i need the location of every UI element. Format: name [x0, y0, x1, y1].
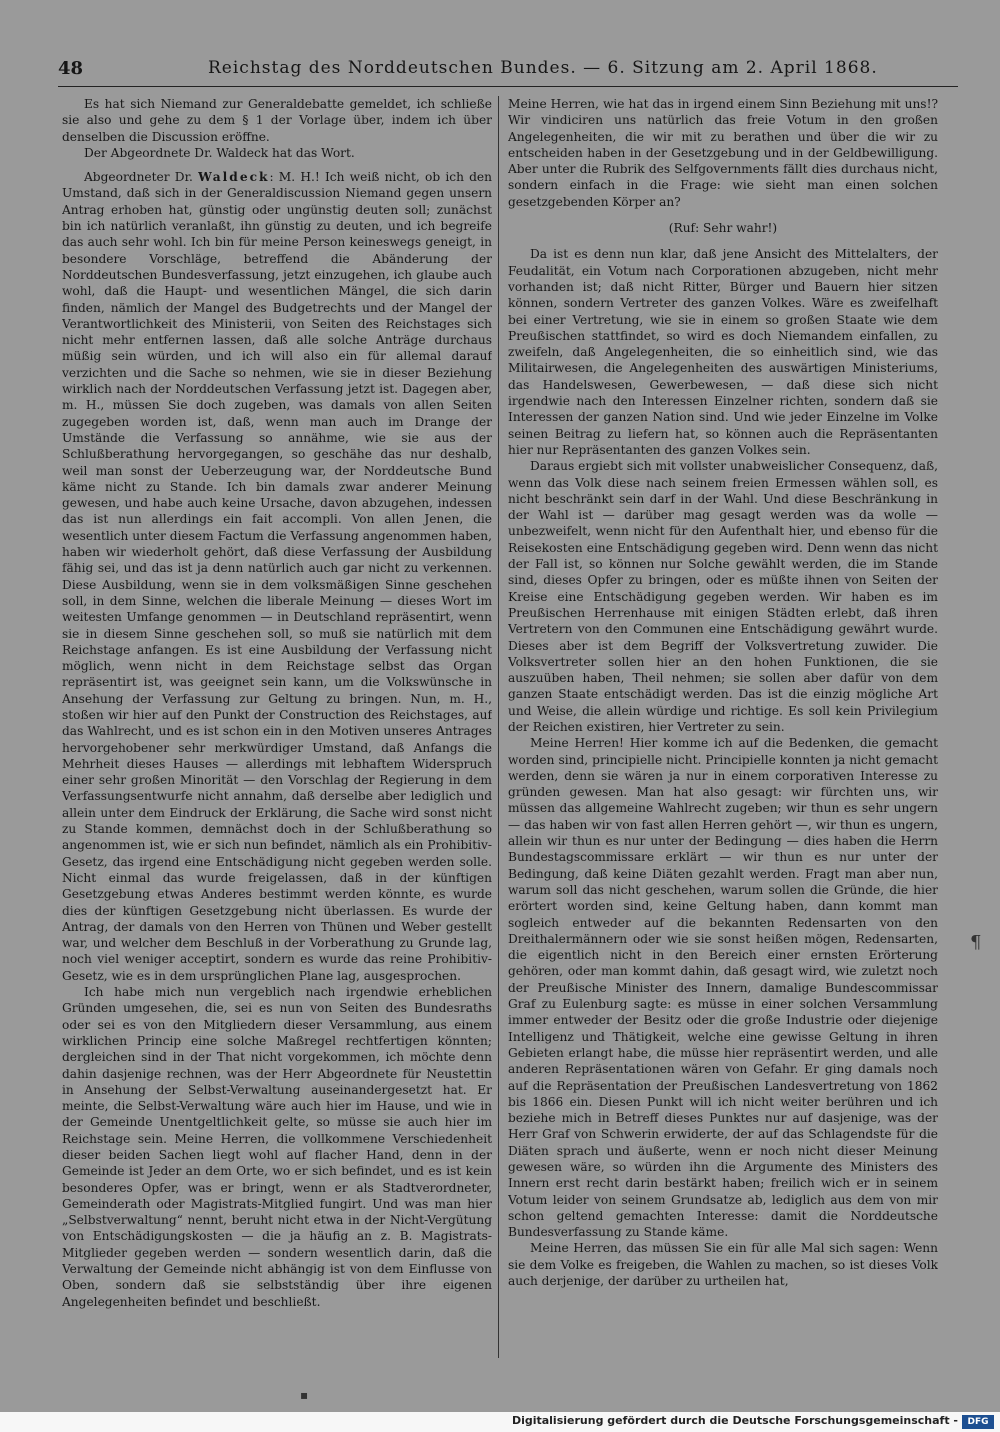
funding-note: Digitalisierung gefördert durch die Deutsche Forschungsgemeinschaft -	[511, 1414, 958, 1427]
paragraph: Meine Herren, das müssen Sie ein für alle Mal sich sagen: Wenn sie dem Volke es freigeben, die Wahlen zu machen, so ist dieses Volk auch derjenige, der darüber zu urtheilen hat,	[508, 1241, 938, 1289]
paragraph: Meine Herren, wie hat das in irgend einem Sinn Beziehung mit uns!? Wir vindiciren uns natürlich das freie Votum in den großen Angelegenheiten, die wir mit zu berathen und über die wir zu entscheiden haben in der Gesetzgebung und in der Geldbewilligung. Aber unter die Rubrik des Selfgovernments fällt dies durchaus nicht, sondern einfach in die Frage: wie sieht man einen solchen gesetzgebenden Körper an?	[508, 97, 938, 209]
speaker-name: Waldeck	[198, 170, 270, 185]
paragraph: Es hat sich Niemand zur Generaldebatte gemeldet, ich schließe sie also und gehe zu dem § 1 der Vorlage über, indem ich über denselben die Discussion eröffne.	[62, 97, 492, 144]
paragraph: Daraus ergiebt sich mit vollster unabweislicher Consequenz, daß, wenn das Volk diese nach seinem freien Ermessen wählen soll, es nicht beschränkt sein darf in der Wahl. Und diese Beschränkung in der Wahl ist — darüber mag gesagt werden was da wolle — unbezweifelt, wenn nicht für den Aufenthalt hier, und ebenso für die Reisekosten eine Entschädigung gegeben wird. Denn wenn das nicht der Fall ist, so können nur Solche gewählt werden, die im Stande sind, dieses Opfer zu bringen, oder es müßte ihnen von Seiten der Kreise eine Entschädigung gegeben werden. Wir haben es im Preußischen Herrenhause mit einigen Städten erlebt, daß ihren Vertretern von den Communen eine Entschädigung gewährt wurde. Dieses aber ist dem Begriff der Volksvertretung zuwider. Die Volksvertreter sollen hier an den hohen Funktionen, die sie auszuüben haben, Theil nehmen; sie sollen aber dafür von dem ganzen Staate entschädigt werden. Das ist die einzig mögliche Art und Weise, die allein würdige und richtige. Es soll kein Privilegium der Reichen existiren, hier Vertreter zu sein.	[508, 459, 938, 734]
speech-paragraph	[62, 169, 492, 984]
paragraph: Meine Herren! Hier komme ich auf die Bedenken, die gemacht worden sind, principielle nicht. Principielle konnten ja nicht gemacht werden, denn sie wären ja nur in einem corporativen Interesse zu gründen gewesen. Man hat also gesagt: wir fürchten uns, wir müssen das allgemeine Wahlrecht zugeben; wir thun es sehr ungern — das haben wir von fast allen Herren gehört —, wir thun es ungern, allein wir thun es nur unter der Bedingung — dies haben die Herrn Bundestagscommissare erklärt — wir thun es nur unter der Bedingung, daß keine Diäten gezahlt werden. Fragt man aber nun, warum soll das nicht geschehen, warum sollen die Gründe, die hier erörtert worden sind, keine Geltung haben, dann kommt man sogleich entweder auf die bekannten Redensarten von den Dreithalermännern oder wie sie sonst heißen mögen, Redensarten, die eigentlich nicht in den Bereich einer ernsten Erörterung gehören, oder man kommt dahin, daß gesagt wird, wie zuletzt noch der Preußische Minister des Innern, damalige Bundescommissar Graf zu Eulenburg sagte: es müsse in einer solchen Versammlung immer entweder der Besitz oder die große Industrie oder diejenige Intelligenz und Thätigkeit, welche eine gewisse Geltung in ihren Gebieten erlangt habe, die müsse hier repräsentirt werden, und alle anderen Repräsentationen wären von Gefahr. Er ging damals noch auf die Repräsentation der Preußischen Landesvertretung von 1862 bis 1866 ein. Diesen Punkt will ich nicht weiter berühren und ich beziehe mich in Betreff dieses Punktes nur auf dasjenige, was der Herr Graf von Schwerin erwiderte, der auf das Schlagendste für die Diäten sprach und äußerte, wenn er noch nicht dieser Meinung gewesen wäre, so würden ihn die Argumente des Ministers des Innern erst recht darin bestärkt haben; freilich wich er in seinem Votum leider von seinem Grundsatze ab, lediglich aus dem von mir schon geltend gemachten Interesse: damit die Norddeutsche Bundesverfassung zu Stande käme.	[508, 736, 938, 1240]
margin-mark: ¶	[970, 932, 982, 953]
interjection: (Ruf: Sehr wahr!)	[668, 221, 778, 236]
column-divider	[498, 96, 499, 1358]
page-header	[58, 58, 958, 87]
right-column	[508, 96, 938, 1361]
paragraph: Der Abgeordnete Dr. Waldeck hat das Wort.	[84, 145, 355, 160]
dfg-logo: DFG	[962, 1415, 994, 1429]
speaker-intro: Abgeordneter Dr.	[84, 170, 193, 185]
running-head: Reichstag des Norddeutschen Bundes. — 6. Sitzung am 2. April 1868.	[208, 58, 878, 78]
footer-bar	[0, 1412, 1000, 1432]
paragraph: Ich habe mich nun vergeblich nach irgendwie erheblichen Gründen umgesehen, die, sei es nun von Seiten des Bundesraths oder sei es von den Mitgliedern dieser Versammlung, aus einem wirklichen Princip eine solche Maßregel rechtfertigen könnten; dergleichen sind in der That nicht vorgekommen, ich möchte denn dahin dasjenige rechnen, was der Herr Abgeordnete für Neustettin in Ansehung der Selbst-Verwaltung auseinandergesetzt hat. Er meinte, die Selbst-Verwaltung wäre auch hier im Hause, und wie in der Gemeinde Unentgeltlichkeit gelte, so müsse sie auch hier im Reichstage sein. Meine Herren, die vollkommene Verschiedenheit dieser beiden Sachen liegt wohl auf flacher Hand, denn in der Gemeinde ist Jeder an dem Orte, wo er sich befindet, und es ist kein besonderes Opfer, was er bringt, wenn er als Stadtverordneter, Gemeinderath oder Magistrats-Mitglied fungirt. Und was man hier „Selbstverwaltung“ nennt, beruht nicht etwa in der Nicht-Vergütung von Entschädigungskosten — die ja häufig an z. B. Magistrats-Mitglieder gegeben werden — sondern wesentlich darin, daß die Verwaltung der Gemeinde nicht abhängig ist von dem Einflusse von Oben, sondern daß sie selbstständig über ihre eigenen Angelegenheiten befindet und beschließt.	[62, 985, 492, 1309]
page-number: 48	[58, 58, 84, 79]
speech-text: : M. H.! Ich weiß nicht, ob ich den Umstand, daß sich in der Generaldiscussion Niemand gegen unsern Antrag erhoben hat, günstig oder ungünstig deuten soll; zunächst bin ich natürlich veranlaßt, ihn günstig zu deuten, und ich begreife das auch sehr wohl. Ich bin für meine Person keineswegs geneigt, in besondere Vorschläge, betreffend die Abänderung der Norddeutschen Bundesverfassung, jetzt einzugehen, ich glaube auch wohl, daß die Haupt- und wesentlichen Mängel, die sich darin finden, nämlich der Mangel des Budgetrechts und der Mangel der Verantwortlichkeit des Ministerii, von Seiten des Reichstages sich nicht mehr entfernen lassen, daß alle solche Anträge durchaus müßig sein würden, und ich will also ein für allemal darauf verzichten und die Sache so nehmen, wie sie in dieser Beziehung wirklich nach der Norddeutschen Verfassung jetzt ist. Dagegen aber, m. H., müssen Sie doch zugeben, was damals von allen Seiten zugegeben worden ist, daß, wenn man auch im Drange der Umstände die Verfassung so annähme, wie sie aus der Schlußberathung hervorgegangen, so geschähe das nur deshalb, weil man sonst der Ueberzeugung war, der Norddeutsche Bund käme nicht zu Stande. Ich bin damals zwar anderer Meinung gewesen, und habe auch keine Ursache, davon abzugehen, indessen das ist nun allerdings ein fait accompli. Von allen Jenen, die wesentlich unter diesem Factum die Verfassung angenommen haben, haben wir wiederholt gehört, daß diese Verfassung der Ausbildung fähig sei, und das ist ja denn natürlich auch gar nicht zu verkennen. Diese Ausbildung, wenn sie in dem volksmäßigen Sinne geschehen soll, in dem Sinne, welchen die liberale Meinung — dieses Wort im weitesten Umfange genommen — in Deutschland repräsentirt, wenn sie in diesem Sinne geschehen soll, so muß sie natürlich mit dem Reichstage anfangen. Es ist eine Ausbildung der Verfassung nicht möglich, wenn nicht in dem Reichstage selbst das Organ repräsentirt ist, was geeignet sein kann, um die Volkswünsche in Ansehung der Verfassung zur Geltung zu bringen. Nun, m. H., stoßen wir hier auf den Punkt der Construction des Reichstages, auf das Wahlrecht, und es ist schon ein in den Motiven unseres Antrages hervorgehobener sehr merkwürdiger Umstand, daß Anfangs die Mehrheit dieses Hauses — allerdings mit lebhaftem Widerspruch einer sehr großen Minorität — den Vorschlag der Regierung in dem Verfassungsentwurfe nicht annahm, daß derselbe aber lediglich und allein unter dem Eindruck der Erklärung, die Sache wird sonst nicht zu Stande kommen, demnächst doch in der Schlußberathung so angenommen ist, wie er sich nun befindet, nämlich als ein Prohibitiv-Gesetz, das irgend eine Entschädigung nicht gegeben werden solle. Nicht einmal das wurde freigelassen, daß in der künftigen Gesetzgebung etwas Anderes bestimmt werden könnte, es wurde dies der künftigen Gesetzgebung nicht überlassen. Es wurde der Antrag, der damals von den Herren von Thünen und Weber gestellt war, und welcher dem Beschluß in der Vorberathung zu Grunde lag, noch viel weniger acceptirt, sondern es wurde das reine Prohibitiv-Gesetz, wie es in dem ursprünglichen Plane lag, ausgesprochen.	[62, 170, 492, 983]
paragraph: Da ist es denn nun klar, daß jene Ansicht des Mittelalters, der Feudalität, ein Votum nach Corporationen abzugeben, nicht mehr vorhanden ist; daß nicht Ritter, Bürger und Bauern hier sitzen können, sondern Vertreter des ganzen Volkes. Wäre es zweifelhaft bei einer Vertretung, wie sie in einem so großen Staate wie dem Preußischen stattfindet, so wird es doch Niemandem einfallen, zu zweifeln, daß Angelegenheiten, die so einheitlich sind, wie das Militairwesen, die Angelegenheiten des auswärtigen Ministeriums, das Handelswesen, Gewerbewesen, — daß diese sich nicht irgendwie nach den Interessen Einzelner richten, sondern daß sie Interessen der ganzen Nation sind. Und wie jeder Einzelne im Volke seinen Beitrag zu liefern hat, so können auch die Repräsentanten hier nur Repräsentanten des ganzen Volkes sein.	[508, 247, 938, 457]
bottom-tick: ▪	[300, 1388, 309, 1402]
left-column	[62, 96, 492, 1361]
